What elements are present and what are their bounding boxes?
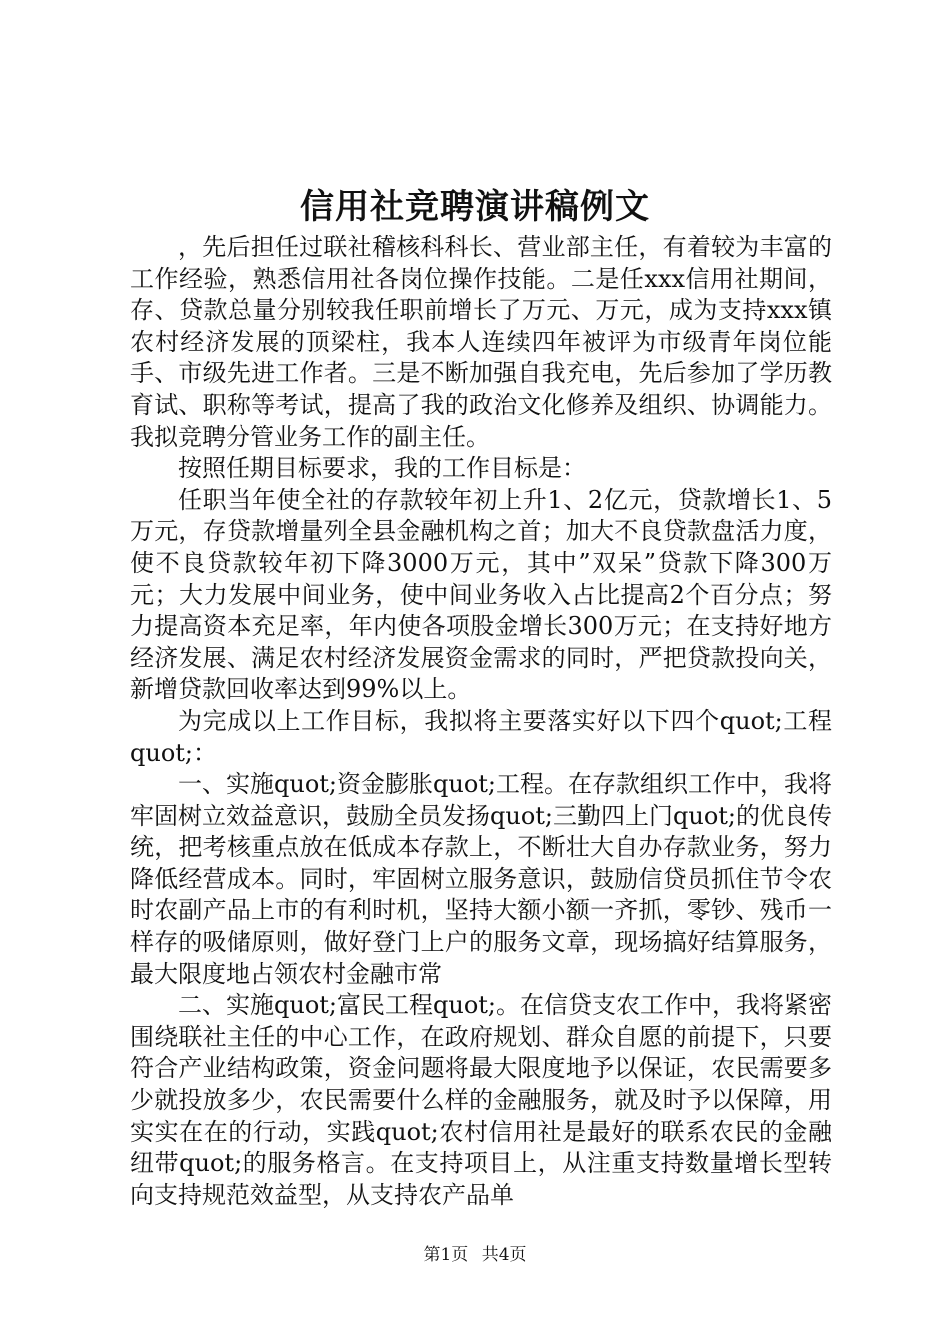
paragraph: 按照任期目标要求，我的工作目标是：: [178, 454, 586, 483]
page-footer: [0, 1244, 950, 1266]
document-title: 信用社竞聘演讲稿例文: [300, 187, 650, 227]
document-body: [130, 232, 832, 1211]
paragraph: 一、实施quot;资金膨胀quot;工程。在存款组织工作中，我将牢固树立效益意识，鼓励全员发扬quot;三勤四上门quot;的优良传统，把考核重点放在低成本存款上，不断壮大自办存款业务，努力降低经营成本。同时，牢固树立服务意识，鼓励信贷员抓住节令农时农副产品上市的有利时机，坚持大额小额一齐抓，零钞、残币一样存的吸储原则，做好登门上户的服务文章，现场搞好结算服务，最大限度地占领农村金融市常: [130, 770, 832, 988]
paragraph: ，先后担任过联社稽核科科长、营业部主任，有着较为丰富的工作经验，熟悉信用社各岗位操作技能。二是任xxx信用社期间，存、贷款总量分别较我任职前增长了万元、万元，成为支持xxx镇农村经济发展的顶梁柱，我本人连续四年被评为市级青年岗位能手、市级先进工作者。三是不断加强自我充电，先后参加了学历教育试、职称等考试，提高了我的政治文化修养及组织、协调能力。我拟竞聘分管业务工作的副主任。: [130, 233, 832, 451]
paragraph: 为完成以上工作目标，我拟将主要落实好以下四个quot;工程quot;：: [130, 706, 832, 767]
paragraph: 二、实施quot;富民工程quot;。在信贷支农工作中，我将紧密围绕联社主任的中心工作，在政府规划、群众自愿的前提下，只要符合产业结构政策，资金问题将最大限度地予以保证，农民需要多少就投放多少，农民需要什么样的金融服务，就及时予以保障，用实实在在的行动，实践quot;农村信用社是最好的联系农民的金融纽带quot;的服务格言。在支持项目上，从注重支持数量增长型转向支持规范效益型，从支持农产品单: [130, 991, 832, 1209]
page-number: 第1页: [423, 1245, 469, 1265]
paragraph: 任职当年使全社的存款较年初上升1、2亿元，贷款增长1、5万元，存贷款增量列全县金融机构之首；加大不良贷款盘活力度，使不良贷款较年初下降3000万元，其中”双呆”贷款下降300万元；大力发展中间业务，使中间业务收入占比提高2个百分点；努力提高资本充足率，年内使各项股金增长300万元；在支持好地方经济发展、满足农村经济发展资金需求的同时，严把贷款投向关，新增贷款回收率达到99%以上。: [130, 485, 832, 704]
page-total: 共4页: [481, 1245, 527, 1265]
